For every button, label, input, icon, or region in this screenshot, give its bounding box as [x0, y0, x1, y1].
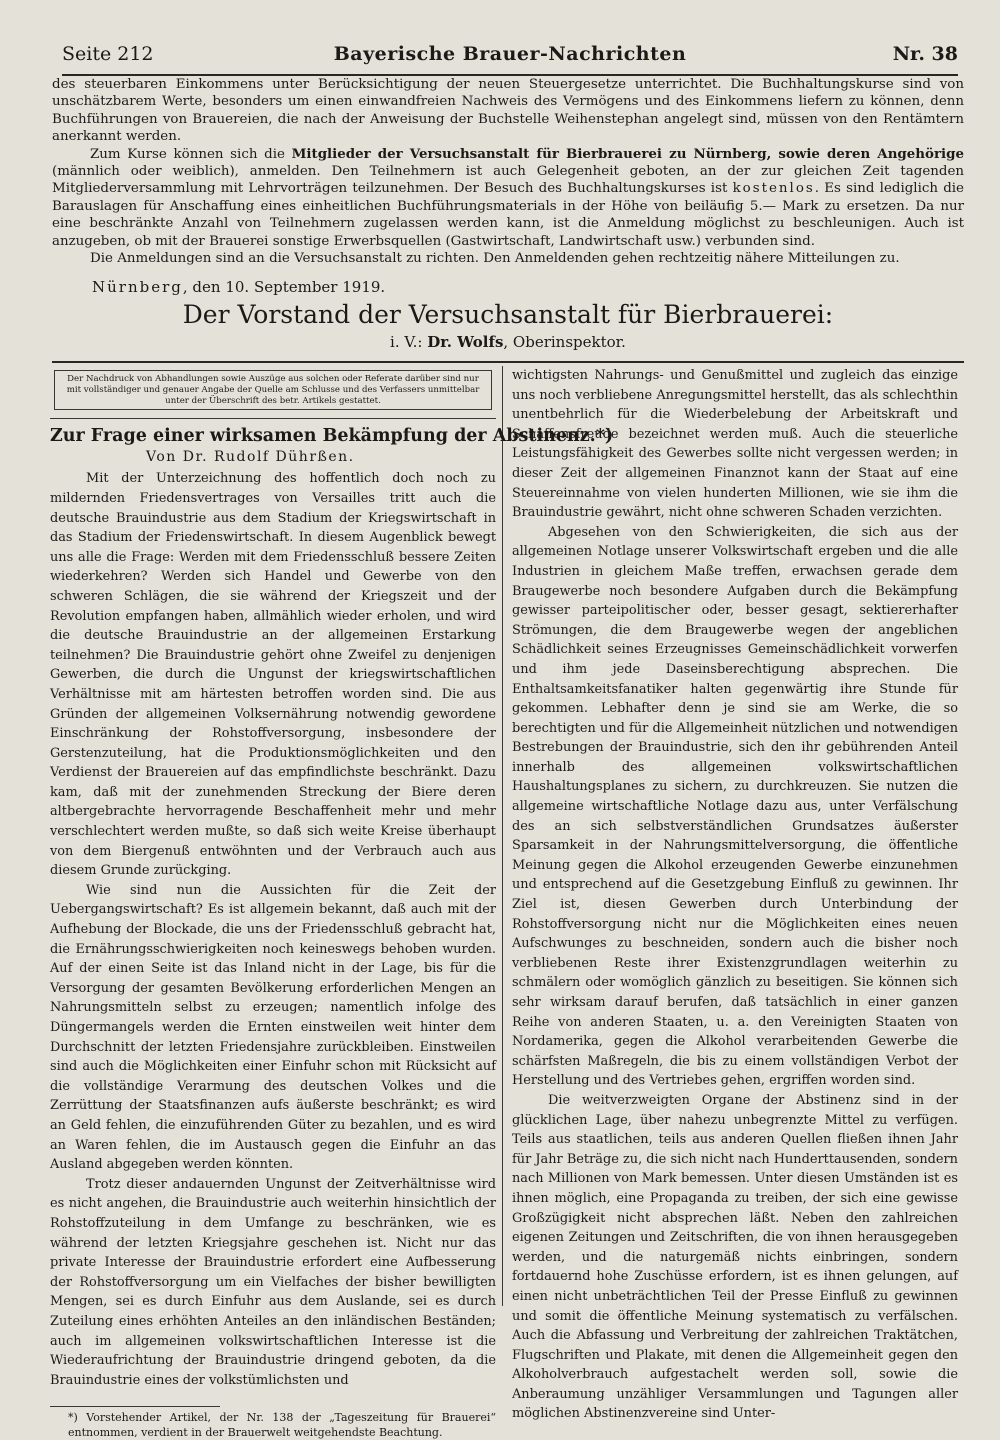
signatory	[52, 333, 964, 351]
right-column	[512, 366, 958, 1424]
left-column	[50, 366, 614, 1440]
section-divider	[52, 361, 964, 363]
signatory-prefix: i. V.:	[390, 333, 428, 351]
members-emphasis: Mitglieder der Versuchsanstalt für Bierbrauerei zu Nürnberg, sowie deren Angehörige	[291, 145, 964, 162]
announcement-paragraph	[52, 146, 964, 250]
text-run: (männlich oder weiblich), anmelden. Den Teilnehmern ist auch Gelegenheit geboten, an der zur gleichen Zeit tagenden Mitgliederversammlung mit Lehrvorträgen teilzunehmen. Der Besuch des Buchhaltungskurses ist	[52, 164, 964, 197]
place: Nürnberg	[92, 278, 183, 296]
column-divider	[502, 366, 503, 1306]
article-paragraph: wichtigsten Nahrungs- und Genußmittel und zugleich das einzige uns noch verbliebene Anregungsmittel herstellt, das als schlechthin unentbehrlich für die Wiederbelebung der Arbeitskraft und Schaffensfreude bezeichnet werden muß. Auch die steuerliche Leistungsfähigkeit des Gewerbes sollte nicht vergessen werden; in dieser Zeit der allgemeinen Finanznot kann der Staat auf eine Steuereinnahme von vielen hunderten Millionen, wie sie ihm die Brauindustrie gewährt, nicht ohne schweren Schaden verzichten.	[512, 368, 958, 521]
reprint-notice: Der Nachdruck von Abhandlungen sowie Auszüge aus solchen oder Referate darüber sind nur mit vollständiger und genauer Angabe der Quelle am Schlusse und des Verfassers unmittelbar unter der Überschrift des betr. Artikels gestattet.	[54, 370, 492, 410]
article-paragraph: Mit der Unterzeichnung des hoffentlich doch noch zu mildernden Friedensvertrages von Versailles tritt auch die deutsche Brauindustrie aus dem Stadium der Kriegswirtschaft in das Stadium der Friedenswirtschaft. In diesem Augenblick bewegt uns alle die Frage: Werden mit dem Friedensschluß bessere Zeiten wiederkehren? Werden sich Handel und Gewerbe von den schweren Schlägen, die sie während der Kriegszeit und der Revolution empfangen haben, allmählich wieder erholen, und wird die deutsche Brauindustrie an der allgemeinen Erstarkung teilnehmen? Die Brauindustrie gehört ohne Zweifel zu denjenigen Gewerben, die durch die Ungunst der kriegswirtschaftlichen Verhältnisse mit am härtesten betroffen worden sind. Die aus Gründen der allgemeinen Volksernährung notwendig gewordene Einschränkung der Rohstoffversorgung, insbesondere der Gerstenzuteilung, hat die Produktionsmöglichkeiten und den Verdienst der Brauereien auf das empfindlichste beschränkt. Dazu kam, daß mit der zunehmenden Streckung der Biere deren altbergebrachte hervorragende Beschaffenheit mehr und mehr verschlechtert werden mußte, so daß sich weite Kreise überhaupt von dem Biergenuß entwöhnten und der Verbrauch auch aus diesem Grunde zurückging.	[50, 471, 496, 879]
board-heading: Der Vorstand der Versuchsanstalt für Bierbrauerei:	[182, 300, 834, 329]
announcement-paragraph: des steuerbaren Einkommens unter Berücksichtigung der neuen Steuergesetze unterrichtet. Die Buchhaltungskurse sind von unschätzbarem Werte, besonders um einen einwandfreien Nachweis des Vermögens und des Einkommens liefern zu können, denn Buchführungen von Brauereien, die nach der Anweisung der Buchstelle Weihenstephan angelegt sind, müssen von den Rentämtern anerkannt werden.	[52, 77, 964, 145]
issue-number: Nr. 38	[892, 43, 958, 65]
footnote-rule	[50, 1406, 220, 1407]
article-paragraph: Abgesehen von den Schwierigkeiten, die sich aus der allgemeinen Notlage unserer Volkswirtschaft ergeben und die alle Industrien in gleichem Maße treffen, erwachsen gerade dem Braugewerbe noch besondere Aufgaben durch die Bekämpfung gewisser parteipolitischer oder, besser gesagt, sektiererhafter Strömungen, die dem Braugewerbe wegen der angeblichen Schädlichkeit seines Erzeugnisses Gemeinschädlichkeit vorwerfen und ihm jede Daseinsberechtigung absprechen. Die Enthaltsamkeitsfanatiker halten gegenwärtig ihre Stunde für gekommen. Lebhafter denn je sind sie am Werke, die so berechtigten und für die Allgemeinheit nützlichen und notwendigen Bestrebungen der Brauindustrie, sich den ihr gebührenden Anteil innerhalb des allgemeinen volkswirtschaftlichen Haushaltungsplanes zu sichern, zu durchkreuzen. Sie nutzen die allgemeine wirtschaftliche Notlage dazu aus, unter Verfälschung des an sich selbstverständlichen Grundsatzes äußerster Sparsamkeit in der Nahrungsmittelversorgung, die öffentliche Meinung gegen die Alkohol erzeugenden Gewerbe einzunehmen und entsprechend auf die Gesetzgebung Einfluß zu gewinnen. Ihr Ziel ist, diesen Gewerben durch Unterbindung der Rohstoffversorgung nicht nur die Möglichkeiten eines neuen Aufschwunges zu beschneiden, sondern auch die bisher noch verbliebenen Reste ihrer Existenzgrundlagen weiterhin zu schmälern oder womöglich gänzlich zu beseitigen. Sie können sich sehr wirksam darauf berufen, daß tatsächlich in einer ganzen Reihe von anderen Staaten, u. a. den Vereinigten Staaten von Nordamerika, gegen die Alkohol verarbeitenden Gewerbe die schärfsten Maßregeln, die bis zu einem vollständigen Verbot der Herstellung und des Vertriebes gehen, ergriffen worden sind.	[512, 524, 958, 1089]
date: , den 10. September 1919.	[182, 278, 386, 296]
text-run: Zum Kurse können sich die	[90, 146, 292, 162]
article-body-left	[50, 469, 496, 1390]
page-number: Seite 212	[62, 43, 154, 65]
article-paragraph: Trotz dieser andauernden Ungunst der Zeitverhältnisse wird es nicht angehen, die Brauindustrie auch weiterhin hinsichtlich der Rohstoffzuteilung in dem Umfange zu beschränken, wie es während der letzten Kriegsjahre geschehen ist. Nicht nur das private Interesse der Brauindustrie erfordert eine Aufbesserung der Rohstoffversorgung um ein Vielfaches der bisher bewilligten Mengen, sei es durch Einfuhr aus dem Auslande, sei es durch Zuteilung eines erhöhten Anteiles an den inländischen Beständen; auch im allgemeinen volkswirtschaftlichen Interesse ist die Wiederaufrichtung der Brauindustrie dringend geboten, da die Brauindustrie eines der volkstümlichsten und	[50, 1176, 496, 1388]
article-paragraph: Die weitverzweigten Organe der Abstinenz sind in der glücklichen Lage, über nahezu unbegrenzte Mittel zu verfügen. Teils aus staatlichen, teils aus anderen Quellen fließen ihnen Jahr für Jahr Beträge zu, die sich nicht nach Hunderttausenden, sondern nach Millionen von Mark bemessen. Unter diesen Umständen ist es ihnen möglich, eine Propaganda zu treiben, der sich eine gewisse Großzügigkeit nicht absprechen läßt. Neben den zahlreichen eigenen Zeitungen und Zeitschriften, die von ihnen herausgegeben werden, und die naturgemäß nichts einbringen, sondern fortdauernd hohe Zuschüsse erfordern, ist es ihnen gelungen, auf einen nicht unbeträchtlichen Teil der Presse Einfluß zu gewinnen und somit die öffentliche Meinung systematisch zu verfälschen. Auch die Abfassung und Verbreitung der zahlreichen Traktätchen, Flugschriften und Plakate, mit denen die Allgemeinheit gegen den Alkoholverbrauch aufgestachelt werden soll, sowie die Anberaumung unzähliger Versammlungen und Tagungen aller möglichen Abstinenzvereine sind Unter-	[512, 1092, 958, 1422]
footnote: *) Vorstehender Artikel, der Nr. 138 der „Tageszeitung für Brauerei“ entnommen, verdient in der Brauerwelt weitgehendste Beachtung.	[68, 1411, 496, 1439]
signatory-name: Dr. Wolfs	[427, 333, 504, 351]
article-rule	[50, 418, 496, 419]
announcement-paragraph: Die Anmeldungen sind an die Versuchsanstalt zu richten. Den Anmeldenden gehen rechtzeitig nähere Mitteilungen zu.	[90, 251, 900, 267]
announcement	[52, 76, 964, 267]
signatory-title: , Oberinspektor.	[503, 333, 626, 351]
text-run: . Es sind lediglich die Barauslagen für Anschaffung eines einheitlichen Buchführungsmaterials in der Höhe von beiläufig 5.— Mark zu ersetzen. Da nur eine beschränkte Anzahl von Teilnehmern zugelassen werden kann, ist die Anmeldung möglichst zu beschleunigen. Auch ist anzugeben, ob mit der Brauerei sonstige Erwerbsquellen (Gastwirtschaft, Landwirtschaft usw.) verbunden sind.	[52, 181, 964, 249]
article-paragraph: Wie sind nun die Aussichten für die Zeit der Uebergangswirtschaft? Es ist allgemein bekannt, daß auch mit der Aufhebung der Blockade, die uns der Friedensschluß gebracht hat, die Ernährungsschwierigkeiten noch keineswegs behoben wurden. Auf der einen Seite ist das Inland nicht in der Lage, bis für die Versorgung der gesamten Bevölkerung erforderlichen Mengen an Nahrungsmitteln selbst zu erzeugen; namentlich infolge des Düngermangels werden die Ernten einstweilen weit hinter dem Durchschnitt der letzten Friedensjahre zurückbleiben. Einstweilen sind auch die Möglichkeiten einer Einfuhr schon mit Rücksicht auf die vollständige Verarmung des deutschen Volkes und die Zerrüttung der Staatsfinanzen aufs äußerste beschränkt; es wird an Geld fehlen, die einzuführenden Güter zu bezahlen, und es wird an Waren fehlen, die im Austausch gegen die Einfuhr an das Ausland abgegeben werden könnten.	[50, 882, 496, 1173]
place-date-line	[92, 278, 385, 296]
article-title: Zur Frage einer wirksamen Bekämpfung der Abstinenz.*)	[50, 426, 614, 447]
free-of-charge-emphasis: kostenlos	[732, 181, 815, 197]
page-header	[62, 40, 958, 76]
article-byline: Von Dr. Rudolf Dührßen.	[146, 449, 355, 466]
publication-title: Bayerische Brauer-Nachrichten	[333, 43, 687, 65]
article-body-right	[512, 366, 958, 1424]
